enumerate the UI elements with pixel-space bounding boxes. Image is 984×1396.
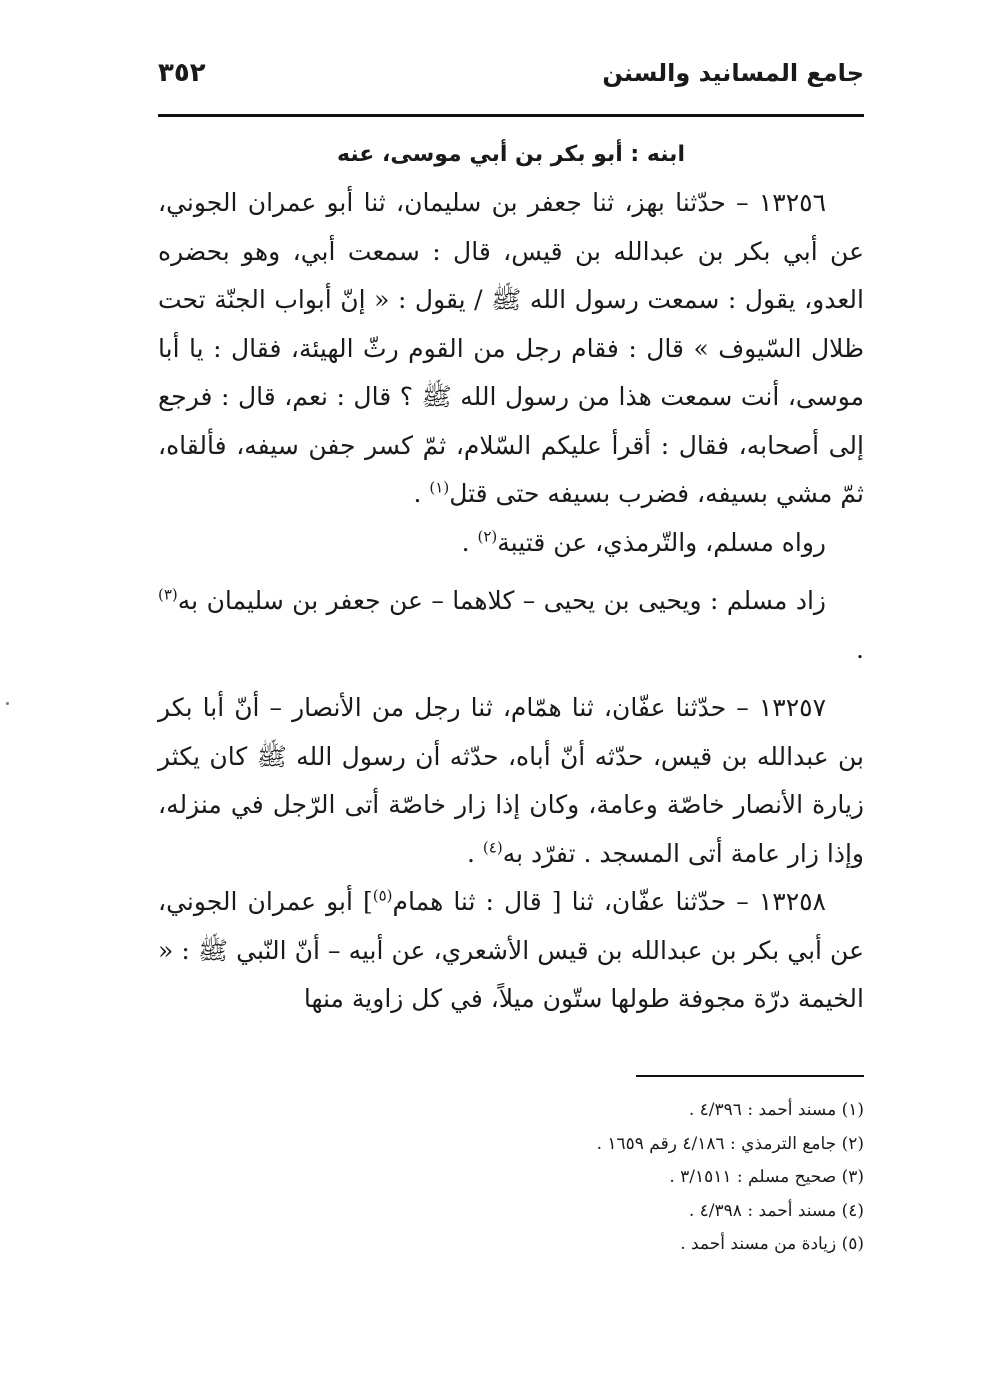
footnotes — [158, 1094, 864, 1262]
page-number: ٣٥٢ — [158, 58, 206, 88]
hadith-13257-end: . — [467, 838, 483, 868]
addition-note-end: . — [856, 634, 864, 664]
footnote-ref-5: (٥) — [372, 886, 393, 905]
hadith-13258-rest: ] أبو عمران الجوني، عن أبي بكر بن عبدالله بن قيس الأشعري، عن أبيه – أنّ النّبي ﷺ : « الخيمة درّة مجوفة طولها ستّون ميلاً، في كل زاوية منها — [158, 887, 864, 1013]
hadith-13258 — [158, 878, 864, 1024]
addition-note — [158, 577, 864, 674]
scan-speck — [6, 702, 9, 705]
footnote-2: (٢) جامع الترمذي : ٤/١٨٦ رقم ١٦٥٩ . — [596, 1133, 864, 1154]
header-rule — [158, 114, 864, 117]
footnote-separator — [636, 1075, 864, 1077]
hadith-13256-end: . — [413, 479, 430, 508]
narration-note — [158, 519, 864, 568]
running-title: جامع المسانيد والسنن — [602, 59, 864, 87]
hadith-13258-start: ١٣٢٥٨ – حدّثنا عفّان، ثنا [ قال : ثنا همام — [392, 887, 826, 916]
footnote-4: (٤) مسند أحمد : ٤/٣٩٨ . — [688, 1200, 864, 1221]
main-text — [158, 135, 864, 1024]
footnote-1: (١) مسند أحمد : ٤/٣٩٦ . — [688, 1100, 864, 1120]
addition-note-text: زاد مسلم : ويحيى بن يحيى – كلاهما – عن جعفر بن سليمان به — [177, 586, 826, 615]
narration-note-end: . — [461, 527, 478, 557]
footnote-3: (٣) صحيح مسلم : ٣/١٥١١ . — [669, 1167, 864, 1187]
hadith-13256 — [158, 179, 864, 519]
section-title: ابنه : أبو بكر بن أبي موسى، عنه — [336, 142, 685, 167]
footnote-5: (٥) زيادة من مسند أحمد . — [680, 1234, 864, 1254]
hadith-13257 — [158, 684, 864, 878]
hadith-13256-text: ١٣٢٥٦ – حدّثنا بهز، ثنا جعفر بن سليمان، ثنا أبو عمران الجوني، عن أبي بكر بن عبدالله بن قيس، قال : سمعت أبي، وهو بحضره العدو، يقول : سمعت رسول الله ﷺ / يقول : « إنّ أبواب الجنّة تحت ظلال السّيوف » قال : فقام رجل من القوم رثّ الهيئة، فقال : يا أبا موسى، أنت سمعت هذا من رسول الله ﷺ ؟ قال : نعم، قال : فرجع إلى أصحابه، فقال : أقرأ عليكم السّلام، ثمّ كسر جفن سيفه، فألقاه، ثمّ مشي بسيفه، فضرب بسيفه حتى قتل — [158, 188, 864, 508]
hadith-13257-text: ١٣٢٥٧ – حدّثنا عفّان، ثنا همّام، ثنا رجل من الأنصار – أنّ أبا بكر بن عبدالله بن قيس، حدّثه أنّ أباه، حدّثه أن رسول الله ﷺ كان يكثر زيارة الأنصار خاصّة وعامة، وكان إذا زار خاصّة أتى الرّجل في منزله، وإذا زار عامة أتى المسجد . تفرّد به — [158, 693, 864, 868]
footnote-ref-1: (١) — [429, 478, 450, 497]
footnote-ref-4: (٤) — [482, 838, 503, 857]
footnote-ref-3: (٣) — [158, 585, 178, 604]
narration-note-text: رواه مسلم، والتّرمذي، عن قتيبة — [497, 527, 826, 557]
footnote-ref-2: (٢) — [477, 527, 498, 546]
page-header — [158, 52, 864, 104]
